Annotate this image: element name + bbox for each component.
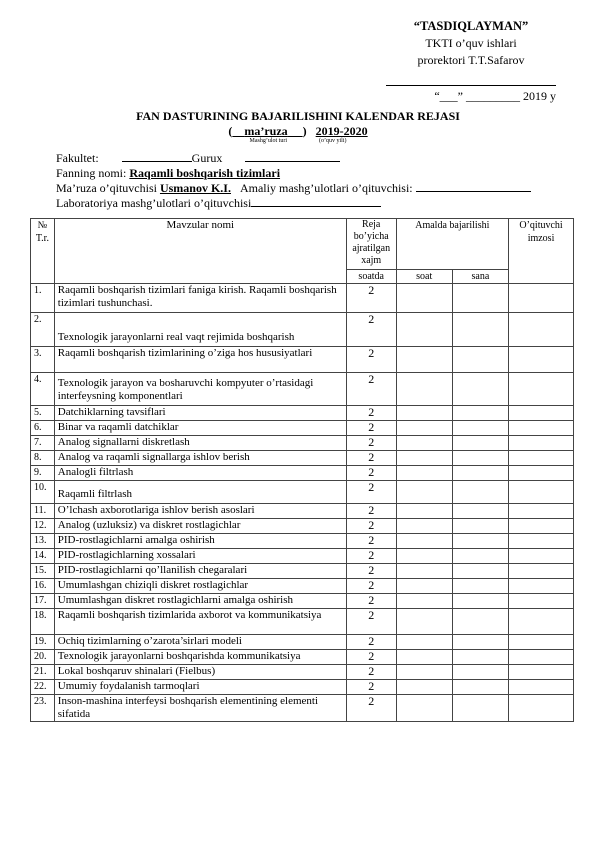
- table-row: [31, 549, 574, 564]
- row-actual-hours: [396, 481, 452, 504]
- table-row: [31, 504, 574, 519]
- row-actual-date: [452, 579, 508, 594]
- table-row: [31, 451, 574, 466]
- row-signature: [509, 549, 574, 564]
- row-number: 6.: [31, 421, 55, 436]
- row-topic: Ochiq tizimlarning o’zarota’sirlari modeli: [54, 635, 346, 650]
- practice-blank: [416, 181, 531, 192]
- row-signature: [509, 373, 574, 406]
- row-actual-date: [452, 680, 508, 695]
- row-signature: [509, 579, 574, 594]
- row-signature: [509, 466, 574, 481]
- row-actual-date: [452, 609, 508, 635]
- lab-blank: [251, 196, 381, 207]
- table-row: [31, 519, 574, 534]
- row-actual-date: [452, 284, 508, 313]
- row-signature: [509, 564, 574, 579]
- row-hours: 2: [346, 504, 396, 519]
- row-signature: [509, 451, 574, 466]
- table-row: [31, 579, 574, 594]
- row-hours: 2: [346, 436, 396, 451]
- row-signature: [509, 436, 574, 451]
- row-hours: 2: [346, 635, 396, 650]
- row-actual-date: [452, 564, 508, 579]
- row-topic: Analog signallarni diskretlash: [54, 436, 346, 451]
- row-number: 7.: [31, 436, 55, 451]
- row-hours: 2: [346, 564, 396, 579]
- header-num: № T.r.: [31, 219, 55, 284]
- row-actual-hours: [396, 466, 452, 481]
- row-actual-hours: [396, 504, 452, 519]
- row-actual-date: [452, 421, 508, 436]
- approval-line2: prorektori T.T.Safarov: [417, 53, 525, 67]
- row-actual-date: [452, 466, 508, 481]
- row-actual-hours: [396, 549, 452, 564]
- row-actual-hours: [396, 650, 452, 665]
- row-topic: Analogli filtrlash: [54, 466, 346, 481]
- document-subtitle: ( ma’ruza ) 2019-2020: [228, 124, 368, 138]
- subject-label: Fanning nomi:: [56, 166, 127, 180]
- row-hours: 2: [346, 695, 396, 722]
- row-hours: 2: [346, 347, 396, 373]
- row-topic: Lokal boshqaruv shinalari (Fielbus): [54, 665, 346, 680]
- row-topic: PID-rostlagichlarni amalga oshirish: [54, 534, 346, 549]
- group-label: Gurux: [191, 151, 223, 165]
- row-number: 21.: [31, 665, 55, 680]
- row-number: 11.: [31, 504, 55, 519]
- row-hours: 2: [346, 406, 396, 421]
- table-row: [31, 406, 574, 421]
- row-signature: [509, 504, 574, 519]
- row-signature: [509, 534, 574, 549]
- row-actual-date: [452, 406, 508, 421]
- row-hours: 2: [346, 609, 396, 635]
- document-title: FAN DASTURINING BAJARILISHINI KALENDAR REJASI: [136, 109, 460, 123]
- row-hours: 2: [346, 519, 396, 534]
- academic-year: 2019-2020: [315, 124, 368, 138]
- row-topic: Datchiklarning tavsiflari: [54, 406, 346, 421]
- lesson-type: ma’ruza: [244, 124, 288, 138]
- row-topic: Texnologik jarayonlarni real vaqt rejimida boshqarish: [54, 313, 346, 347]
- lecturer-value: Usmanov K.I.: [159, 181, 231, 195]
- lab-row: [56, 196, 531, 211]
- row-actual-date: [452, 451, 508, 466]
- row-number: 10.: [31, 481, 55, 504]
- table-row: [31, 695, 574, 722]
- row-number: 4.: [31, 373, 55, 406]
- row-topic: O’lchash axborotlariga ishlov berish asoslari: [54, 504, 346, 519]
- row-actual-date: [452, 519, 508, 534]
- row-number: 1.: [31, 284, 55, 313]
- table-row: [31, 680, 574, 695]
- table-row: [31, 609, 574, 635]
- row-actual-date: [452, 436, 508, 451]
- row-signature: [509, 650, 574, 665]
- row-hours: 2: [346, 680, 396, 695]
- row-signature: [509, 680, 574, 695]
- table-row: [31, 635, 574, 650]
- row-number: 12.: [31, 519, 55, 534]
- row-hours: 2: [346, 451, 396, 466]
- row-topic: Raqamli boshqarish tizimlarida axborot va kommunikatsiya: [54, 609, 346, 635]
- row-hours: 2: [346, 665, 396, 680]
- header-actual: Amalda bajarilishi: [396, 219, 508, 270]
- row-actual-hours: [396, 313, 452, 347]
- row-actual-hours: [396, 284, 452, 313]
- row-signature: [509, 284, 574, 313]
- header-actual-hours: soat: [396, 270, 452, 284]
- row-topic: Binar va raqamli datchiklar: [54, 421, 346, 436]
- row-signature: [509, 609, 574, 635]
- table-row: [31, 534, 574, 549]
- row-actual-hours: [396, 594, 452, 609]
- row-hours: 2: [346, 650, 396, 665]
- row-actual-date: [452, 665, 508, 680]
- row-actual-date: [452, 347, 508, 373]
- row-signature: [509, 481, 574, 504]
- row-actual-hours: [396, 695, 452, 722]
- row-actual-hours: [396, 373, 452, 406]
- faculty-label: Fakultet:: [56, 151, 99, 165]
- course-info: [56, 151, 531, 211]
- row-signature: [509, 421, 574, 436]
- row-hours: 2: [346, 373, 396, 406]
- row-signature: [509, 665, 574, 680]
- header-actual-date: sana: [452, 270, 508, 284]
- row-number: 9.: [31, 466, 55, 481]
- row-number: 19.: [31, 635, 55, 650]
- row-actual-hours: [396, 347, 452, 373]
- table-row: [31, 373, 574, 406]
- row-topic: Texnologik jarayon va bosharuvchi kompyuter o’rtasidagi interfeysning komponentlari: [54, 373, 346, 406]
- row-actual-date: [452, 504, 508, 519]
- lab-label: Laboratoriya mashg’ulotlari o’qituvchisi: [56, 196, 252, 210]
- header-planned: Reja bo’yicha ajratilgan xajm: [346, 219, 396, 270]
- row-actual-date: [452, 373, 508, 406]
- row-topic: Analog va raqamli signallarga ishlov berish: [54, 451, 346, 466]
- table-row: [31, 347, 574, 373]
- faculty-row: [56, 151, 531, 166]
- row-actual-hours: [396, 406, 452, 421]
- row-number: 18.: [31, 609, 55, 635]
- row-actual-date: [452, 650, 508, 665]
- row-signature: [509, 347, 574, 373]
- table-row: [31, 594, 574, 609]
- row-topic: Inson-mashina interfeysi boshqarish elementining elementi sifatida: [54, 695, 346, 722]
- row-number: 17.: [31, 594, 55, 609]
- table-row: [31, 436, 574, 451]
- approval-block: [386, 18, 556, 105]
- row-number: 13.: [31, 534, 55, 549]
- approval-title: “TASDIQLAYMAN”: [413, 19, 529, 33]
- table-row: [31, 421, 574, 436]
- row-actual-date: [452, 594, 508, 609]
- row-signature: [509, 695, 574, 722]
- row-number: 14.: [31, 549, 55, 564]
- lecturer-label: Ma’ruza o’qituvchisi: [56, 181, 157, 195]
- table-row: [31, 466, 574, 481]
- row-topic: Umumiy foydalanish tarmoqlari: [54, 680, 346, 695]
- row-actual-hours: [396, 635, 452, 650]
- row-hours: 2: [346, 594, 396, 609]
- row-number: 3.: [31, 347, 55, 373]
- row-topic: PID-rostlagichlarning xossalari: [54, 549, 346, 564]
- table-row: [31, 665, 574, 680]
- subject-value: Raqamli boshqarish tizimlari: [129, 166, 281, 180]
- row-actual-hours: [396, 680, 452, 695]
- row-actual-hours: [396, 451, 452, 466]
- row-actual-date: [452, 534, 508, 549]
- row-number: 8.: [31, 451, 55, 466]
- row-hours: 2: [346, 549, 396, 564]
- subtitle-hints: [0, 138, 596, 144]
- lecturer-row: [56, 181, 531, 196]
- hint-year: (o’quv yili): [319, 138, 347, 144]
- row-actual-hours: [396, 579, 452, 594]
- row-actual-hours: [396, 519, 452, 534]
- row-signature: [509, 406, 574, 421]
- hint-type: Mashg’ulot turi: [249, 138, 287, 144]
- row-topic: Umumlashgan chiziqli diskret rostlagichlar: [54, 579, 346, 594]
- row-actual-hours: [396, 421, 452, 436]
- row-hours: 2: [346, 466, 396, 481]
- table-row: [31, 284, 574, 313]
- row-actual-hours: [396, 534, 452, 549]
- table-row: [31, 650, 574, 665]
- row-signature: [509, 519, 574, 534]
- subject-row: [56, 166, 531, 181]
- row-signature: [509, 313, 574, 347]
- row-topic: PID-rostlagichlarni qo’llanilish chegaralari: [54, 564, 346, 579]
- row-actual-hours: [396, 665, 452, 680]
- row-topic: Raqamli filtrlash: [54, 481, 346, 504]
- row-hours: 2: [346, 481, 396, 504]
- header-sign: O’qituvchi imzosi: [509, 219, 574, 284]
- row-hours: 2: [346, 579, 396, 594]
- row-actual-hours: [396, 564, 452, 579]
- row-number: 22.: [31, 680, 55, 695]
- row-actual-date: [452, 695, 508, 722]
- row-number: 15.: [31, 564, 55, 579]
- row-hours: 2: [346, 313, 396, 347]
- row-signature: [509, 635, 574, 650]
- table-row: [31, 313, 574, 347]
- approval-line1: TKTI o’quv ishlari: [425, 36, 517, 50]
- faculty-blank: [122, 151, 192, 162]
- row-topic: Analog (uzluksiz) va diskret rostlagichlar: [54, 519, 346, 534]
- row-number: 5.: [31, 406, 55, 421]
- row-topic: Umumlashgan diskret rostlagichlarni amalga oshirish: [54, 594, 346, 609]
- table-row: [31, 564, 574, 579]
- row-number: 23.: [31, 695, 55, 722]
- row-topic: Raqamli boshqarish tizimlari faniga kirish. Raqamli boshqarish tizimlari tushunchasi.: [54, 284, 346, 313]
- row-number: 16.: [31, 579, 55, 594]
- row-topic: Raqamli boshqarish tizimlarining o’ziga hos hususiyatlari: [54, 347, 346, 373]
- table-row: [31, 481, 574, 504]
- row-number: 20.: [31, 650, 55, 665]
- row-actual-hours: [396, 609, 452, 635]
- row-hours: 2: [346, 284, 396, 313]
- approval-date: “___” _________ 2019 y: [434, 89, 556, 103]
- practice-label: Amaliy mashg’ulotlari o’qituvchisi:: [239, 181, 413, 195]
- signature-line: [386, 75, 556, 86]
- calendar-table: [30, 218, 574, 722]
- row-hours: 2: [346, 534, 396, 549]
- header-planned-unit: soatda: [346, 270, 396, 284]
- row-actual-date: [452, 549, 508, 564]
- row-signature: [509, 594, 574, 609]
- row-number: 2.: [31, 313, 55, 347]
- group-blank: [245, 151, 340, 162]
- row-topic: Texnologik jarayonlarni boshqarishda kommunikatsiya: [54, 650, 346, 665]
- header-topic: Mavzular nomi: [54, 219, 346, 284]
- row-hours: 2: [346, 421, 396, 436]
- row-actual-date: [452, 635, 508, 650]
- row-actual-date: [452, 313, 508, 347]
- row-actual-hours: [396, 436, 452, 451]
- row-actual-date: [452, 481, 508, 504]
